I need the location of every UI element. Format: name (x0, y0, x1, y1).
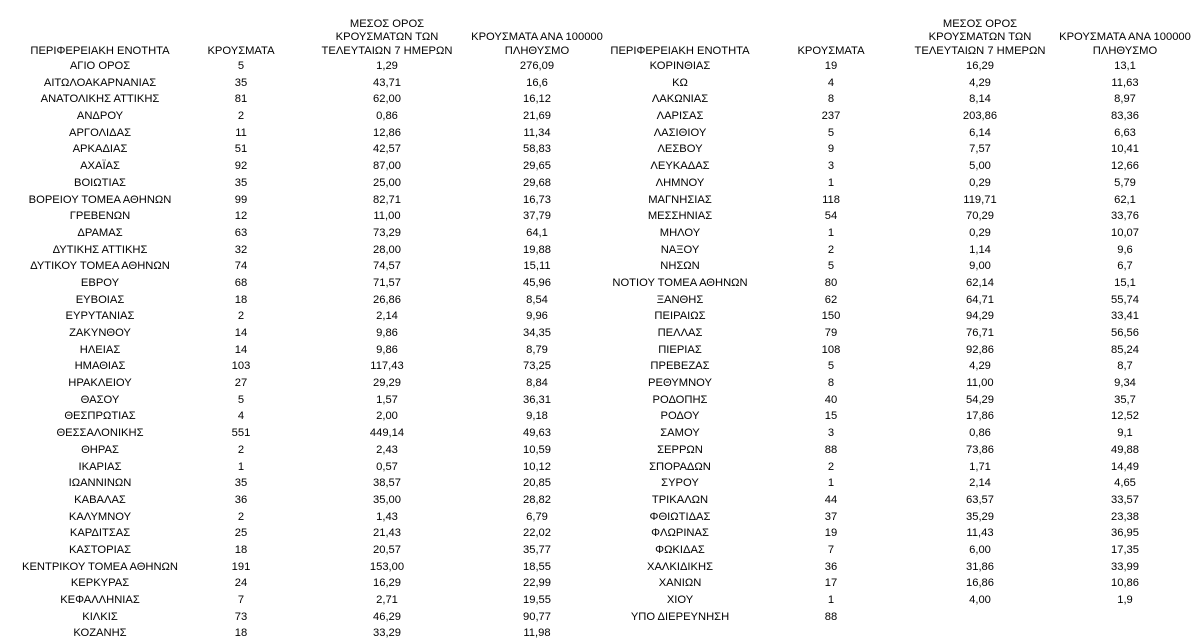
per100k-cell: 8,7 (1117, 360, 1133, 373)
region-cell: ΒΟΙΩΤΙΑΣ (74, 176, 126, 189)
cases-cell: 1 (827, 226, 835, 239)
per100k-cell: 62,1 (1114, 193, 1136, 206)
cases-cell: 5 (237, 393, 245, 406)
cases-cell: 37 (824, 510, 838, 523)
per100k-cell: 6,79 (526, 510, 548, 523)
region-cell: ΠΕΛΛΑΣ (657, 327, 703, 339)
cases-cell: 2 (237, 510, 245, 523)
cases-cell: 2 (237, 443, 245, 456)
region-cell: ΛΕΥΚΑΔΑΣ (650, 160, 710, 173)
region-cell: ΥΠΟ ΔΙΕΡΕΥΝΗΣΗ (630, 610, 730, 623)
cases-cell: 3 (827, 160, 835, 173)
cases-cell: 1 (827, 477, 835, 490)
header-per100k: ΚΡΟΥΣΜΑΤΑ ΑΝΑ 100000 ΠΛΗΘΥΣΜΟ (1059, 31, 1191, 57)
cases-cell: 74 (234, 260, 248, 273)
cases-cell: 32 (234, 243, 248, 256)
avg7-cell: 6,00 (969, 543, 991, 556)
cases-cell: 99 (234, 193, 248, 206)
avg7-cell: 64,71 (966, 293, 994, 306)
per100k-cell: 21,69 (523, 110, 551, 123)
per100k-cell: 73,25 (523, 360, 551, 373)
per100k-cell: 56,56 (1111, 327, 1139, 339)
avg7-cell: 46,29 (373, 610, 401, 623)
avg7-cell: 73,29 (373, 226, 401, 239)
region-cell: ΓΡΕΒΕΝΩΝ (69, 210, 131, 223)
region-cell: ΛΗΜΝΟΥ (655, 176, 705, 189)
avg7-cell: 25,00 (373, 176, 401, 189)
avg7-cell: 0,29 (969, 226, 991, 239)
per100k-cell: 10,86 (1111, 577, 1139, 590)
avg7-cell: 4,29 (969, 76, 991, 89)
avg7-cell: 9,86 (376, 327, 398, 339)
region-cell: ΣΕΡΡΩΝ (657, 443, 703, 456)
cases-cell: 88 (824, 610, 838, 623)
avg7-cell: 94,29 (966, 310, 994, 323)
region-cell: ΗΜΑΘΙΑΣ (74, 360, 126, 373)
avg7-cell: 70,29 (966, 210, 994, 223)
per100k-cell: 83,36 (1111, 110, 1139, 123)
avg7-cell: 26,86 (373, 293, 401, 306)
cases-cell: 11 (235, 126, 247, 139)
per100k-cell: 90,77 (523, 610, 551, 623)
per100k-cell: 18,55 (523, 560, 551, 573)
avg7-cell: 449,14 (369, 427, 405, 440)
region-cell: ΚΟΡΙΝΘΙΑΣ (649, 60, 711, 72)
per100k-cell: 11,34 (523, 126, 551, 139)
cases-cell: 5 (827, 126, 835, 139)
cases-cell: 73 (234, 610, 248, 623)
avg7-cell: 42,57 (373, 143, 401, 156)
per100k-cell: 16,12 (523, 93, 551, 106)
per100k-cell: 35,77 (523, 543, 551, 556)
region-cell: ΘΕΣΣΑΛΟΝΙΚΗΣ (56, 427, 144, 440)
avg7-cell: 9,86 (376, 343, 398, 356)
per100k-cell: 22,99 (523, 577, 551, 590)
region-cell: ΑΝΑΤΟΛΙΚΗΣ ΑΤΤΙΚΗΣ (40, 93, 160, 106)
region-cell: ΕΒΡΟΥ (80, 276, 120, 289)
region-cell: ΠΡΕΒΕΖΑΣ (650, 360, 710, 373)
cases-cell: 92 (234, 160, 248, 173)
region-cell: ΣΠΟΡΑΔΩΝ (649, 460, 711, 473)
region-cell: ΡΕΘΥΜΝΟΥ (648, 377, 712, 390)
per100k-cell: 16,6 (526, 76, 548, 89)
region-cell: ΘΑΣΟΥ (80, 393, 120, 406)
region-cell: ΠΙΕΡΙΑΣ (658, 343, 702, 356)
region-cell: ΛΑΣΙΘΙΟΥ (653, 126, 707, 139)
region-cell: ΦΛΩΡΙΝΑΣ (651, 527, 709, 540)
avg7-cell: 16,29 (966, 60, 994, 72)
cases-cell: 1 (827, 176, 835, 189)
per100k-cell: 12,52 (1111, 410, 1139, 423)
avg7-cell: 11,43 (966, 527, 994, 540)
per100k-cell: 33,41 (1111, 310, 1139, 323)
header-per100k: ΚΡΟΥΣΜΑΤΑ ΑΝΑ 100000 ΠΛΗΘΥΣΜΟ (471, 31, 603, 57)
avg7-cell: 20,57 (373, 543, 401, 556)
per100k-cell: 13,1 (1114, 60, 1136, 72)
per100k-cell: 22,02 (523, 527, 551, 540)
per100k-cell: 10,07 (1111, 226, 1139, 239)
avg7-cell: 1,71 (969, 460, 991, 473)
avg7-cell: 4,29 (969, 360, 991, 373)
cases-cell: 24 (234, 577, 248, 590)
region-cell: ΡΟΔΟΥ (660, 410, 700, 423)
region-cell: ΖΑΚΥΝΘΟΥ (69, 327, 131, 339)
cases-cell: 9 (827, 143, 835, 156)
region-cell: ΙΩΑΝΝΙΝΩΝ (68, 477, 132, 490)
per100k-cell: 45,96 (523, 276, 551, 289)
avg7-cell: 1,14 (969, 243, 991, 256)
avg7-cell: 73,86 (966, 443, 994, 456)
per100k-cell: 37,79 (523, 210, 551, 223)
per100k-cell: 12,66 (1111, 160, 1139, 173)
cases-cell: 5 (827, 260, 835, 273)
avg7-cell: 76,71 (966, 327, 994, 339)
per100k-cell: 16,73 (523, 193, 551, 206)
per100k-cell: 36,31 (523, 393, 551, 406)
cases-cell: 12 (234, 210, 248, 223)
per100k-cell: 8,79 (526, 343, 548, 356)
cases-cell: 19 (824, 60, 838, 72)
region-cell: ΝΑΞΟΥ (660, 243, 700, 256)
region-cell: ΤΡΙΚΑΛΩΝ (651, 493, 709, 506)
region-cell: ΔΡΑΜΑΣ (77, 226, 123, 239)
avg7-cell: 74,57 (373, 260, 401, 273)
avg7-cell: 38,57 (373, 477, 401, 490)
cases-cell: 79 (824, 327, 838, 339)
avg7-cell: 31,86 (966, 560, 994, 573)
avg7-cell: 54,29 (966, 393, 994, 406)
avg7-cell: 1,43 (376, 510, 398, 523)
cases-cell: 103 (231, 360, 251, 373)
avg7-cell: 1,29 (376, 60, 398, 72)
cases-cell: 81 (234, 93, 248, 106)
region-cell: ΑΧΑΪΑΣ (80, 160, 120, 173)
header-cases: ΚΡΟΥΣΜΑΤΑ (797, 44, 865, 57)
per100k-cell: 58,83 (523, 143, 551, 156)
per100k-cell: 23,38 (1111, 510, 1139, 523)
cases-cell: 18 (234, 293, 248, 306)
cases-cell: 14 (234, 343, 248, 356)
header-region: ΠΕΡΙΦΕΡΕΙΑΚΗ ΕΝΟΤΗΤΑ (30, 44, 170, 57)
avg7-cell: 21,43 (373, 527, 401, 540)
avg7-cell: 0,57 (376, 460, 398, 473)
per100k-cell: 9,1 (1117, 427, 1133, 440)
region-cell: ΘΗΡΑΣ (81, 443, 119, 456)
per100k-cell: 64,1 (526, 226, 548, 239)
cases-cell: 3 (827, 427, 835, 440)
cases-cell: 118 (822, 193, 840, 206)
region-cell: ΡΟΔΟΠΗΣ (652, 393, 708, 406)
region-cell: ΗΡΑΚΛΕΙΟΥ (68, 377, 132, 390)
avg7-cell: 5,00 (969, 160, 991, 173)
cases-cell: 2 (827, 243, 835, 256)
avg7-cell: 7,57 (969, 143, 991, 156)
avg7-cell: 17,86 (966, 410, 994, 423)
per100k-cell: 29,65 (523, 160, 551, 173)
avg7-cell: 8,14 (969, 93, 991, 106)
per100k-cell: 9,6 (1117, 243, 1133, 256)
region-cell: ΠΕΙΡΑΙΩΣ (654, 310, 706, 323)
cases-cell: 54 (824, 210, 838, 223)
region-cell: ΛΑΡΙΣΑΣ (656, 110, 704, 123)
per100k-cell: 33,99 (1111, 560, 1139, 573)
cases-cell: 7 (827, 543, 835, 556)
cases-cell: 191 (231, 560, 251, 573)
cases-cell: 1 (827, 594, 835, 606)
avg7-cell: 43,71 (373, 76, 401, 89)
cases-cell: 14 (234, 327, 248, 339)
avg7-cell: 6,14 (969, 126, 991, 139)
per100k-cell: 28,82 (523, 493, 551, 506)
avg7-cell: 117,43 (370, 360, 404, 373)
per100k-cell: 20,85 (523, 477, 551, 490)
per100k-cell: 276,09 (519, 60, 555, 72)
region-cell: ΒΟΡΕΙΟΥ ΤΟΜΕΑ ΑΘΗΝΩΝ (28, 193, 172, 206)
cases-cell: 35 (234, 76, 248, 89)
per100k-cell: 49,88 (1111, 443, 1139, 456)
region-cell: ΛΑΚΩΝΙΑΣ (651, 93, 709, 106)
region-cell: ΧΑΝΙΩΝ (658, 577, 702, 590)
avg7-cell: 9,00 (969, 260, 991, 273)
cases-cell: 2 (237, 310, 245, 323)
cases-cell: 44 (824, 493, 838, 506)
per100k-cell: 6,63 (1114, 126, 1136, 139)
cases-cell: 36 (824, 560, 838, 573)
cases-cell: 15 (824, 410, 838, 423)
per100k-cell: 17,35 (1111, 543, 1139, 556)
cases-cell: 80 (824, 276, 838, 289)
per100k-cell: 15,11 (523, 260, 551, 273)
avg7-cell: 28,00 (373, 243, 401, 256)
per100k-cell: 6,7 (1117, 260, 1133, 273)
region-cell: ΚΑΣΤΟΡΙΑΣ (68, 543, 132, 556)
cases-cell: 88 (824, 443, 838, 456)
per100k-cell: 10,12 (523, 460, 551, 473)
avg7-cell: 16,29 (373, 577, 401, 590)
cases-cell: 2 (237, 110, 245, 123)
region-cell: ΜΗΛΟΥ (659, 226, 701, 239)
avg7-cell: 2,00 (376, 410, 398, 423)
avg7-cell: 0,86 (969, 427, 991, 440)
cases-cell: 8 (827, 93, 835, 106)
region-cell: ΦΘΙΩΤΙΔΑΣ (649, 510, 711, 523)
avg7-cell: 2,71 (376, 594, 398, 606)
per100k-cell: 8,54 (526, 293, 548, 306)
per100k-cell: 19,88 (523, 243, 551, 256)
avg7-cell: 71,57 (373, 276, 401, 289)
region-cell: ΞΑΝΘΗΣ (656, 293, 704, 306)
region-cell: ΧΑΛΚΙΔΙΚΗΣ (646, 560, 713, 573)
per100k-cell: 10,41 (1111, 143, 1139, 156)
avg7-cell: 0,29 (969, 176, 991, 189)
cases-cell: 68 (234, 276, 248, 289)
cases-cell: 51 (234, 143, 248, 156)
region-cell: ΝΗΣΩΝ (660, 260, 700, 273)
region-cell: ΚΩ (672, 76, 688, 89)
cases-cell: 62 (824, 293, 838, 306)
region-cell: ΣΑΜΟΥ (660, 427, 700, 440)
region-cell: ΗΛΕΙΑΣ (79, 343, 121, 356)
region-cell: ΔΥΤΙΚΗΣ ΑΤΤΙΚΗΣ (52, 243, 148, 256)
avg7-cell: 2,14 (969, 477, 991, 490)
cases-cell: 18 (234, 627, 248, 640)
per100k-cell: 14,49 (1111, 460, 1139, 473)
cases-cell: 5 (827, 360, 835, 373)
region-cell: ΜΕΣΣΗΝΙΑΣ (647, 210, 713, 223)
region-cell: ΚΟΖΑΝΗΣ (73, 627, 127, 640)
header-cases: ΚΡΟΥΣΜΑΤΑ (207, 44, 275, 57)
avg7-cell: 11,00 (373, 210, 401, 223)
cases-cell: 4 (827, 76, 835, 89)
region-cell: ΑΓΙΟ ΟΡΟΣ (69, 60, 131, 72)
region-cell: ΚΑΡΔΙΤΣΑΣ (69, 527, 131, 540)
avg7-cell: 2,43 (376, 443, 398, 456)
region-cell: ΑΡΓΟΛΙΔΑΣ (68, 126, 132, 139)
avg7-cell: 1,57 (376, 393, 398, 406)
cases-cell: 8 (827, 377, 835, 390)
cases-cell: 150 (821, 310, 841, 323)
region-cell: ΚΑΛΥΜΝΟΥ (68, 510, 132, 523)
region-cell: ΛΕΣΒΟΥ (657, 143, 703, 156)
region-cell: ΘΕΣΠΡΩΤΙΑΣ (64, 410, 136, 423)
cases-cell: 4 (237, 410, 245, 423)
region-cell: ΝΟΤΙΟΥ ΤΟΜΕΑ ΑΘΗΝΩΝ (612, 276, 748, 289)
cases-cell: 108 (821, 343, 841, 356)
region-cell: ΣΥΡΟΥ (661, 477, 699, 490)
region-cell: ΑΡΚΑΔΙΑΣ (72, 143, 128, 156)
region-cell: ΚΙΛΚΙΣ (82, 610, 118, 623)
per100k-cell: 33,76 (1111, 210, 1139, 223)
avg7-cell: 119,71 (963, 193, 997, 206)
cases-cell: 25 (234, 527, 248, 540)
avg7-cell: 92,86 (966, 343, 994, 356)
region-cell: ΚΕΝΤΡΙΚΟΥ ΤΟΜΕΑ ΑΘΗΝΩΝ (21, 560, 178, 573)
per100k-cell: 10,59 (523, 443, 551, 456)
region-cell: ΦΩΚΙΔΑΣ (655, 543, 705, 556)
per100k-cell: 1,9 (1117, 594, 1133, 606)
cases-cell: 40 (824, 393, 838, 406)
per100k-cell: 4,65 (1114, 477, 1136, 490)
per100k-cell: 33,57 (1111, 493, 1139, 506)
per100k-cell: 8,84 (526, 377, 548, 390)
cases-cell: 18 (234, 543, 248, 556)
cases-cell: 551 (231, 427, 251, 440)
region-cell: ΕΥΒΟΙΑΣ (75, 293, 125, 306)
avg7-cell: 12,86 (373, 126, 401, 139)
avg7-cell: 153,00 (369, 560, 405, 573)
avg7-cell: 4,00 (969, 594, 991, 606)
region-cell: ΕΥΡΥΤΑΝΙΑΣ (65, 310, 135, 323)
avg7-cell: 87,00 (373, 160, 401, 173)
cases-cell: 35 (234, 176, 248, 189)
cases-cell: 63 (234, 226, 248, 239)
region-cell: ΚΕΡΚΥΡΑΣ (70, 577, 130, 590)
per100k-cell: 11,98 (523, 627, 551, 640)
avg7-cell: 16,86 (966, 577, 994, 590)
avg7-cell: 35,29 (966, 510, 994, 523)
cases-cell: 35 (234, 477, 248, 490)
cases-cell: 19 (824, 527, 838, 540)
per100k-cell: 15,1 (1114, 276, 1136, 289)
per100k-cell: 85,24 (1111, 343, 1139, 356)
avg7-cell: 35,00 (373, 493, 401, 506)
header-avg7: ΜΕΣΟΣ ΟΡΟΣ ΚΡΟΥΣΜΑΤΩΝ ΤΩΝ ΤΕΛΕΥΤΑΙΩΝ 7 ΗΜΕΡΩΝ (914, 17, 1046, 57)
per100k-cell: 35,7 (1114, 393, 1136, 406)
avg7-cell: 62,14 (966, 276, 994, 289)
cases-cell: 5 (237, 60, 245, 72)
avg7-cell: 11,00 (966, 377, 994, 390)
avg7-cell: 0,86 (376, 110, 398, 123)
per100k-cell: 49,63 (523, 427, 551, 440)
avg7-cell: 203,86 (962, 110, 998, 123)
cases-cell: 1 (237, 460, 245, 473)
region-cell: ΙΚΑΡΙΑΣ (78, 460, 122, 473)
per100k-cell: 29,68 (523, 176, 551, 189)
header-region: ΠΕΡΙΦΕΡΕΙΑΚΗ ΕΝΟΤΗΤΑ (610, 44, 750, 57)
cases-cell: 36 (234, 493, 248, 506)
header-avg7: ΜΕΣΟΣ ΟΡΟΣ ΚΡΟΥΣΜΑΤΩΝ ΤΩΝ ΤΕΛΕΥΤΑΙΩΝ 7 ΗΜΕΡΩΝ (321, 17, 453, 57)
cases-cell: 2 (827, 460, 835, 473)
avg7-cell: 82,71 (373, 193, 401, 206)
cases-cell: 17 (824, 577, 838, 590)
per100k-cell: 8,97 (1114, 93, 1136, 106)
per100k-cell: 11,63 (1111, 76, 1139, 89)
avg7-cell: 62,00 (373, 93, 401, 106)
region-cell: ΚΑΒΑΛΑΣ (74, 493, 126, 506)
region-cell: ΑΝΔΡΟΥ (76, 110, 124, 123)
per100k-cell: 9,18 (526, 410, 548, 423)
per100k-cell: 55,74 (1111, 293, 1139, 306)
per100k-cell: 34,35 (523, 327, 551, 339)
cases-cell: 27 (234, 377, 248, 390)
per100k-cell: 9,34 (1114, 377, 1136, 390)
region-cell: ΚΕΦΑΛΛΗΝΙΑΣ (60, 594, 140, 606)
per100k-cell: 5,79 (1114, 176, 1136, 189)
per100k-cell: 9,96 (526, 310, 548, 323)
avg7-cell: 29,29 (373, 377, 401, 390)
avg7-cell: 63,57 (966, 493, 994, 506)
region-cell: ΜΑΓΝΗΣΙΑΣ (648, 193, 712, 206)
region-cell: ΑΙΤΩΛΟΑΚΑΡΝΑΝΙΑΣ (43, 76, 157, 89)
per100k-cell: 19,55 (523, 594, 551, 606)
region-cell: ΔΥΤΙΚΟΥ ΤΟΜΕΑ ΑΘΗΝΩΝ (30, 260, 170, 273)
region-cell: ΧΙΟΥ (666, 594, 694, 606)
cases-cell: 237 (821, 110, 841, 123)
per100k-cell: 36,95 (1111, 527, 1139, 540)
avg7-cell: 33,29 (373, 627, 401, 640)
avg7-cell: 2,14 (376, 310, 398, 323)
cases-cell: 7 (237, 594, 245, 606)
